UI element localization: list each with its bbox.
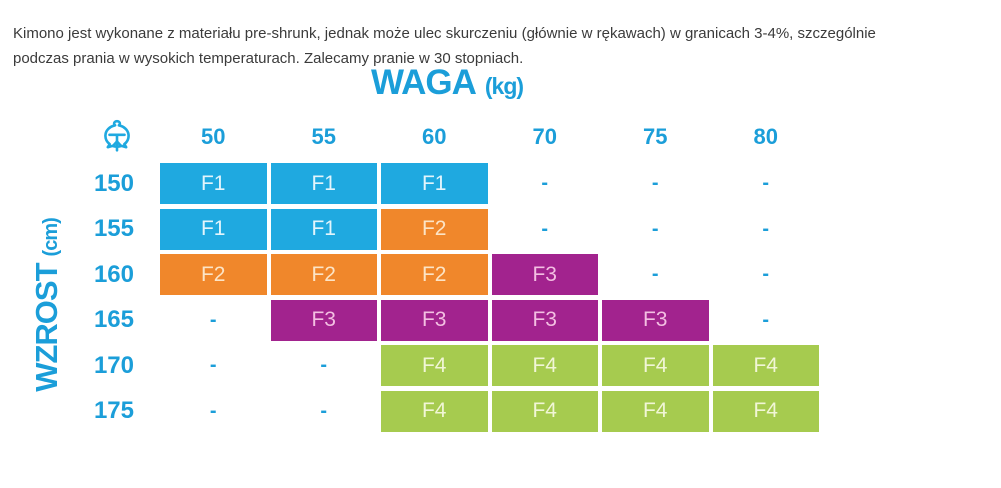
row-header-160: 160 — [93, 260, 134, 288]
size-cell-F4: F4 — [713, 391, 820, 432]
size-cell-F3: F3 — [381, 300, 488, 341]
row-header-165: 165 — [93, 306, 134, 334]
size-cell-F1: F1 — [160, 163, 267, 204]
col-header-75: 75 — [643, 124, 668, 149]
size-cell-F4: F4 — [492, 391, 599, 432]
col-header-60: 60 — [422, 124, 447, 149]
weight-axis-unit: (kg) — [484, 73, 524, 99]
height-axis-unit: (cm) — [40, 218, 62, 257]
size-cell-F1: F1 — [160, 209, 267, 250]
size-matrix — [160, 163, 819, 432]
size-cell-F3: F3 — [492, 300, 599, 341]
size-cell-F3: F3 — [492, 254, 599, 295]
size-cell-empty: - — [651, 172, 659, 194]
size-cell-F4: F4 — [713, 345, 820, 386]
size-cell-F2: F2 — [271, 254, 378, 295]
size-cell-F1: F1 — [271, 163, 378, 204]
size-cell-empty: - — [320, 399, 328, 422]
height-row-labels — [78, 163, 134, 432]
size-cell-empty: - — [762, 308, 770, 331]
height-axis-title-text: WZROST — [29, 263, 64, 392]
intro-line-1: Kimono jest wykonane z materiału pre-shrunk, jednak może ulec skurczeniu (głównie w rękawach) w granicach 3-4%, szczególnie — [13, 25, 876, 42]
size-cell-F1: F1 — [381, 163, 488, 204]
size-cell-F3: F3 — [271, 300, 378, 341]
size-cell-empty: - — [209, 399, 217, 422]
size-cell-empty: - — [651, 217, 659, 240]
size-cell-empty: - — [541, 217, 549, 240]
intro-line-2: podczas prania w wysokich temperaturach. Zalecamy pranie w 30 stopniach. — [13, 50, 524, 67]
size-cell-F2: F2 — [381, 254, 488, 295]
size-cell-F4: F4 — [602, 345, 709, 386]
weight-column-headers — [160, 124, 819, 150]
size-cell-F1: F1 — [271, 209, 378, 250]
helmet-icon — [99, 118, 135, 155]
size-cell-empty: - — [762, 217, 770, 240]
row-header-150: 150 — [93, 169, 134, 197]
col-header-70: 70 — [532, 124, 557, 149]
row-header-170: 170 — [93, 351, 134, 379]
size-cell-F4: F4 — [492, 345, 599, 386]
size-cell-empty: - — [541, 172, 549, 194]
col-header-50: 50 — [201, 124, 226, 149]
size-cell-empty: - — [651, 263, 659, 286]
size-cell-empty: - — [762, 172, 770, 194]
size-cell-F2: F2 — [160, 254, 267, 295]
weight-axis-title-text: WAGA — [371, 63, 476, 102]
col-header-55: 55 — [311, 124, 336, 149]
size-cell-empty: - — [320, 354, 328, 377]
size-cell-F3: F3 — [602, 300, 709, 341]
row-header-175: 175 — [93, 397, 134, 425]
size-cell-F4: F4 — [381, 391, 488, 432]
size-cell-F4: F4 — [602, 391, 709, 432]
size-cell-empty: - — [209, 354, 217, 377]
size-cell-empty: - — [762, 263, 770, 286]
height-axis-title — [29, 218, 65, 392]
weight-axis-title — [371, 63, 523, 103]
col-header-80: 80 — [753, 124, 778, 149]
size-cell-F4: F4 — [381, 345, 488, 386]
row-header-155: 155 — [93, 215, 134, 243]
size-cell-empty: - — [209, 308, 217, 331]
size-cell-F2: F2 — [381, 209, 488, 250]
